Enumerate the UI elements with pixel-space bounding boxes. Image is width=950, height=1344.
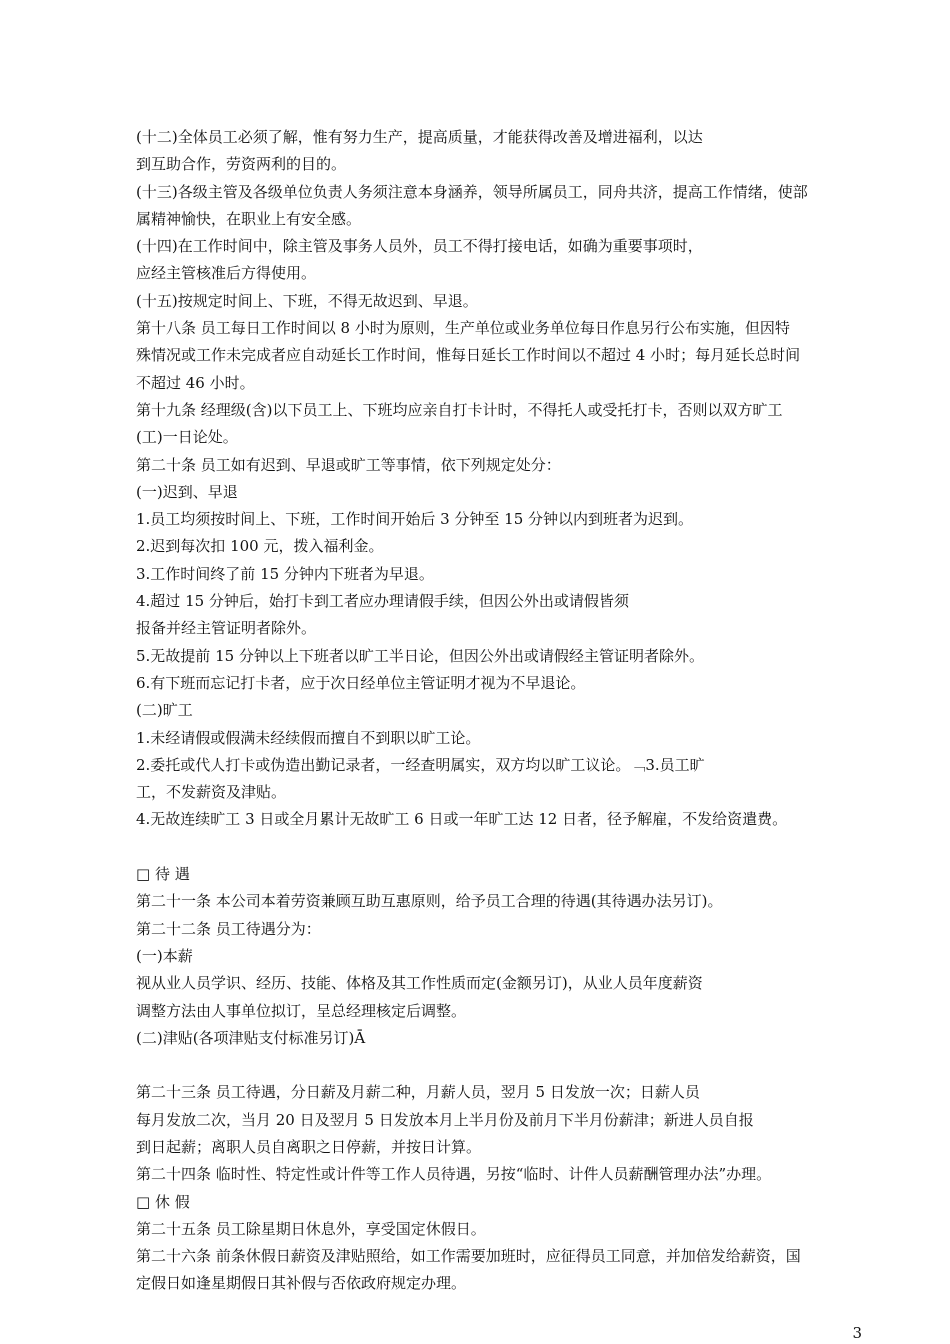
text-line: 第十九条 经理级(含)以下员工上、下班均应亲自打卡计时，不得托人或受托打卡，否则以双方旷工	[136, 400, 783, 419]
text-line: 第十八条 员工每日工作时间以 8 小时为原则，生产单位或业务单位每日作息另行公布实施，但因特	[136, 319, 790, 338]
text-line: (十二)全体员工必须了解，惟有努力生产，提高质量，才能获得改善及增进福利，以达	[136, 128, 703, 146]
text-line: □ 待 遇	[136, 865, 190, 884]
text-line: 第二十四条 临时性、特定性或计件等工作人员待遇，另按“临时、计件人员薪酬管理办法”办理。	[136, 1165, 772, 1184]
text-line: 工，不发薪资及津贴。	[136, 783, 287, 802]
document-body	[136, 124, 866, 1298]
text-line: (工)一日论处。	[136, 428, 238, 447]
text-line: 第二十六条 前条休假日薪资及津贴照给，如工作需要加班时，应征得员工同意，并加倍发给薪资，国	[136, 1247, 801, 1266]
text-line: 到日起薪；离职人员自离职之日停薪，并按日计算。	[136, 1137, 482, 1156]
text-line: 第二十三条 员工待遇，分日薪及月薪二种，月薪人员，翌月 5 日发放一次；日薪人员	[136, 1083, 700, 1102]
text-line: 报备并经主管证明者除外。	[136, 619, 317, 638]
text-line: (二)津贴(各项津贴支付标准另订)Ā	[136, 1028, 366, 1047]
text-line: 调整方法由人事单位拟订，呈总经理核定后调整。	[136, 1001, 467, 1020]
text-line: 到互助合作，劳资两利的目的。	[136, 155, 347, 174]
text-line: 4.无故连续旷工 3 日或全月累计无故旷工 6 日或一年旷工达 12 日者，径予解雇，不发给资遣费。	[136, 810, 788, 829]
text-line: 第二十条 员工如有迟到、早退或旷工等事情，依下列规定处分：	[136, 455, 561, 474]
blank-line	[136, 1052, 866, 1079]
text-line: 属精神愉快，在职业上有安全感。	[136, 209, 362, 228]
text-line: 第二十二条 员工待遇分为：	[136, 919, 321, 938]
text-line: (十四)在工作时间中，除主管及事务人员外，员工不得打接电话，如确为重要事项时，	[136, 237, 703, 256]
text-line: 第二十一条 本公司本着劳资兼顾互助互惠原则，给予员工合理的待遇(其待遇办法另订)。	[136, 892, 723, 911]
text-line: 殊情况或工作未完成者应自动延长工作时间，惟每日延长工作时间以不超过 4 小时；每月延长总时间	[136, 346, 801, 365]
text-line: 6.有下班而忘记打卡者，应于次日经单位主管证明才视为不早退论。	[136, 673, 586, 692]
text-line: 第二十五条 员工除星期日休息外，享受国定休假日。	[136, 1219, 486, 1238]
text-line: (十三)各级主管及各级单位负责人务须注意本身涵养，领导所属员工，同舟共济，提高工作情绪，使部	[136, 182, 808, 201]
text-line: 不超过 46 小时。	[136, 373, 255, 392]
text-line: (一)本薪	[136, 946, 193, 965]
blank-line	[136, 834, 866, 861]
text-line: (一)迟到、早退	[136, 482, 238, 501]
text-line: 应经主管核准后方得使用。	[136, 264, 317, 283]
page-number: 3	[852, 1324, 862, 1342]
text-line: 1.未经请假或假满未经续假而擅自不到职以旷工论。	[136, 728, 481, 747]
text-line: 1.员工均须按时间上、下班，工作时间开始后 3 分钟至 15 分钟以内到班者为迟到。	[136, 510, 694, 529]
text-line: 每月发放二次，当月 20 日及翌月 5 日发放本月上半月份及前月下半月份薪津；新进人员自报	[136, 1110, 754, 1129]
text-line: 3.工作时间终了前 15 分钟内下班者为早退。	[136, 564, 434, 583]
text-line: 2.迟到每次扣 100 元，拨入福利金。	[136, 537, 384, 556]
text-line: 2.委托或代人打卡或伪造出勤记录者，一经查明属实，双方均以旷工议论。﹁3.员工旷	[136, 755, 705, 774]
text-line: 定假日如逢星期假日其补假与否依政府规定办理。	[136, 1274, 467, 1293]
text-line: 视从业人员学识、经历、技能、体格及其工作性质而定(金额另订)，从业人员年度薪资	[136, 974, 703, 993]
text-line: 5.无故提前 15 分钟以上下班者以旷工半日论，但因公外出或请假经主管证明者除外。	[136, 646, 704, 665]
text-line: (十五)按规定时间上、下班，不得无故迟到、早退。	[136, 291, 478, 310]
text-line: 4.超过 15 分钟后，始打卡到工者应办理请假手续，但因公外出或请假皆须	[136, 592, 629, 611]
text-line: (二)旷工	[136, 701, 193, 720]
text-line: □ 休 假	[136, 1192, 190, 1211]
